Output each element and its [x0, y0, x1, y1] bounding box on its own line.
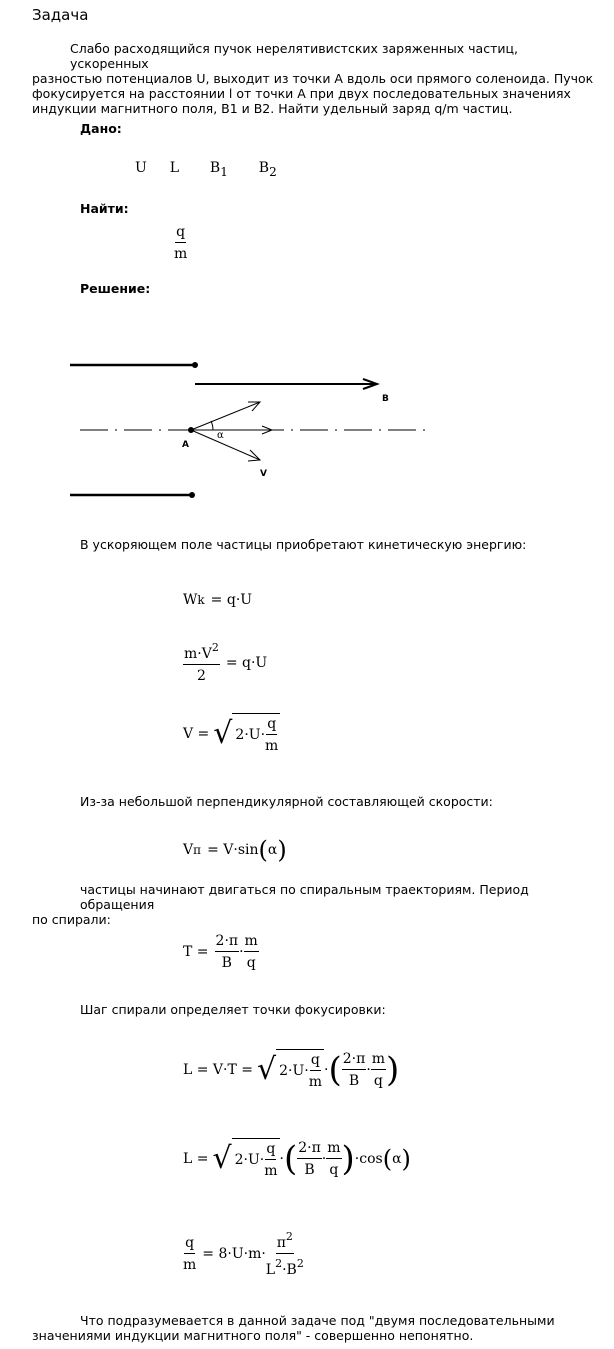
equation-period: T = $\frac{2\cdot\pi}{B}$ · $\frac{m}{q}$: [183, 933, 258, 971]
given-label: Дано:: [80, 121, 122, 136]
problem-line-4: индукции магнитного поля, B1 и B2. Найти удельный заряд q/m частиц.: [32, 101, 513, 116]
find-fraction: $\frac{q}{m}$: [174, 224, 188, 262]
equation-step-cos: L = √ 2·U· $\frac{q}{m}$ · ( $\frac{2\cdot\pi}{B}$ · $\frac{m}{q}$ ) ·cos ( α ): [183, 1138, 411, 1179]
text-kinetic-energy: В ускоряющем поле частицы приобретают кинетическую энергию:: [80, 537, 527, 552]
problem-line-1: Слабо расходящийся пучок нерелятивистских заряженных частиц, ускоренных: [70, 41, 518, 71]
label-alpha: α: [217, 430, 224, 441]
equation-velocity: V = √ 2·U· $\frac{q}{m}$: [183, 713, 280, 754]
solenoid-diagram: [60, 350, 440, 510]
problem-statement: [32, 41, 600, 116]
velocity-up: [191, 402, 260, 430]
equation-perpendicular-velocity: V п = V·sin ( α ): [183, 836, 287, 864]
text-perpendicular: Из-за небольшой перпендикулярной составляющей скорости:: [80, 794, 493, 809]
equation-energy-balance: $\frac{m\cdot V^2}{2}$ = q·U: [184, 641, 268, 684]
given-var-l: L: [169, 160, 180, 176]
text-focus: Шаг спирали определяет точки фокусировки:: [80, 1002, 386, 1017]
page-title: Задача: [32, 6, 89, 24]
given-var-b1: B1: [209, 160, 228, 179]
given-var-b2: B2: [258, 160, 277, 179]
equation-kinetic-energy: W k = q·U: [183, 592, 253, 608]
label-a: A: [182, 440, 189, 450]
solution-label: Решение:: [80, 281, 151, 296]
given-vars: [135, 160, 277, 179]
find-label: Найти:: [80, 201, 129, 216]
text-spiral: частицы начинают двигаться по спиральным траекториям. Период обращения по спирали:: [32, 882, 529, 927]
given-var-u: U: [135, 160, 147, 176]
label-b: B: [382, 394, 389, 404]
problem-line-3: фокусируется на расстоянии l от точки A при двух последовательных значениях: [32, 86, 571, 101]
angle-arc: [211, 421, 213, 430]
label-v: V: [260, 469, 267, 479]
equation-step: L = V·T = √ 2·U· $\frac{q}{m}$ · ( $\frac{2\cdot\pi}{B}$ · $\frac{m}{q}$ ): [183, 1049, 400, 1090]
text-remark: Что подразумевается в данной задаче под "двумя последовательными значениями индукции магнитного поля" - совершенно непонятно.: [32, 1313, 555, 1343]
problem-line-2: разностью потенциалов U, выходит из точки A вдоль оси прямого соленоида. Пучок: [32, 71, 594, 86]
equation-specific-charge: $\frac{q}{m}$ = 8·U·m· $\frac{\pi^2}{L^2\cdot B^2}$: [183, 1230, 304, 1278]
solenoid-top-end: [192, 362, 198, 368]
velocity-down: [191, 430, 260, 460]
solenoid-bottom-end: [189, 492, 195, 498]
